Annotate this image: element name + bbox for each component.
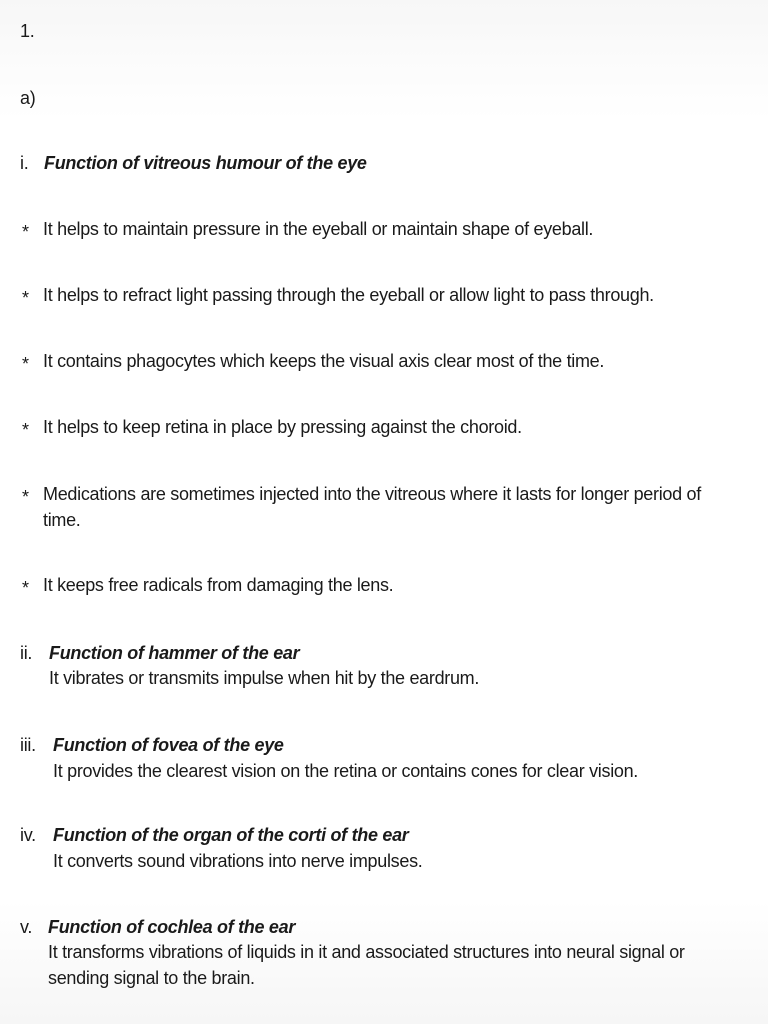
bullet-marker: * <box>22 288 30 308</box>
section-iv-heading: Function of the organ of the corti of the ear <box>53 825 409 845</box>
bullet-item: It helps to maintain pressure in the eyeball or maintain shape of eyeball. <box>43 219 594 239</box>
bullet-item: It helps to refract light passing through the eyeball or allow light to pass through. <box>43 285 654 305</box>
bullet-item: It helps to keep retina in place by pressing against the choroid. <box>43 417 522 437</box>
section-v-numeral: v. <box>20 917 33 937</box>
section-iii-numeral: iii. <box>20 735 36 755</box>
section-v-body-line1: It transforms vibrations of liquids in it and associated structures into neural signal or <box>48 942 685 962</box>
part-label: a) <box>20 88 36 108</box>
section-ii-body: It vibrates or transmits impulse when hit by the eardrum. <box>49 668 480 688</box>
bullet-marker: * <box>22 487 30 507</box>
bullet-item: It keeps free radicals from damaging the lens. <box>43 575 394 595</box>
bullet-marker: * <box>22 420 30 440</box>
section-iv-numeral: iv. <box>20 825 36 845</box>
bullet-item-continuation: time. <box>43 510 81 530</box>
section-i-heading: Function of vitreous humour of the eye <box>44 153 367 173</box>
section-ii-heading: Function of hammer of the ear <box>49 643 300 663</box>
bullet-item: It contains phagocytes which keeps the visual axis clear most of the time. <box>43 351 605 371</box>
section-v-body-line2: sending signal to the brain. <box>48 968 255 988</box>
section-iv-body: It converts sound vibrations into nerve impulses. <box>53 851 423 871</box>
bullet-marker: * <box>22 354 30 374</box>
bullet-marker: * <box>22 222 30 242</box>
bullet-item: Medications are sometimes injected into the vitreous where it lasts for longer period of <box>43 484 701 504</box>
bullet-marker: * <box>22 578 30 598</box>
section-v-heading: Function of cochlea of the ear <box>48 917 296 937</box>
question-number: 1. <box>20 21 35 41</box>
section-iii-heading: Function of fovea of the eye <box>53 735 284 755</box>
section-ii-numeral: ii. <box>20 643 33 663</box>
section-iii-body: It provides the clearest vision on the retina or contains cones for clear vision. <box>53 761 639 781</box>
section-i-numeral: i. <box>20 153 29 173</box>
